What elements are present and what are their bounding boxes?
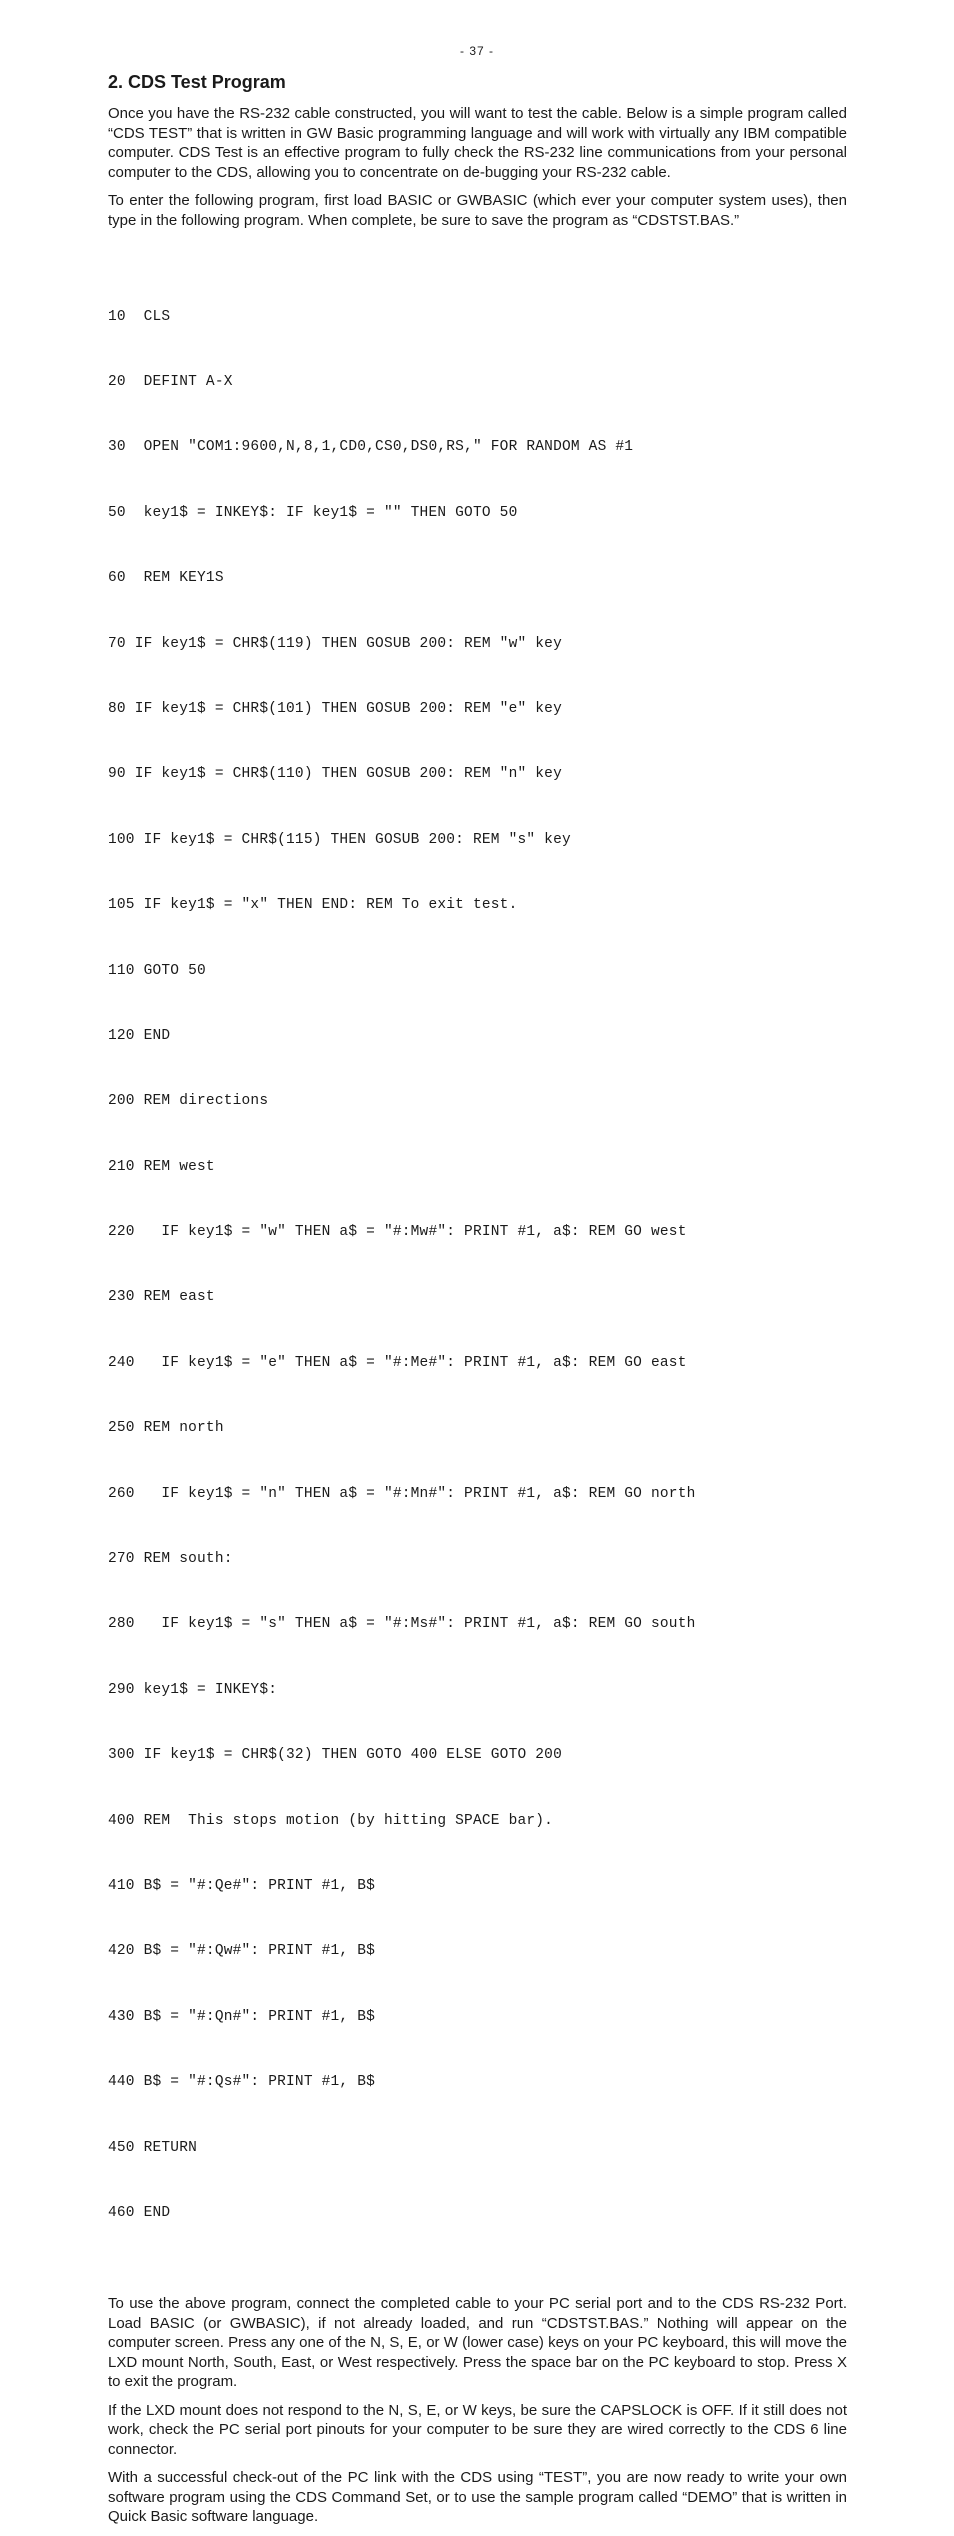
code-listing xyxy=(108,263,847,2268)
code-line: 120 END xyxy=(108,1027,171,1044)
code-line: 100 IF key1$ = CHR$(115) THEN GOSUB 200: REM "s" key xyxy=(108,831,571,848)
outro-paragraph: If the LXD mount does not respond to the N, S, E, or W keys, be sure the CAPSLOCK is OFF. If it still does not work, check the PC serial port pinouts for your computer to be sure they are wired correctly to the CDS 6 line connector. xyxy=(108,2401,847,2458)
intro-paragraph: To enter the following program, first load BASIC or GWBASIC (which ever your computer system uses), then type in the following program. When complete, be sure to save the program as “CDSTST.BAS.” xyxy=(108,192,847,229)
code-line: 60 REM KEY1S xyxy=(108,570,224,587)
code-line: 440 B$ = "#:Qs#": PRINT #1, B$ xyxy=(108,2074,376,2091)
code-line: 290 key1$ = INKEY$: xyxy=(108,1681,278,1698)
outro-paragraph: To use the above program, connect the completed cable to your PC serial port and to the CDS RS-232 Port. Load BASIC (or GWBASIC), if not already loaded, and run “CDSTST.BAS.” Nothing will appear on the computer screen. Press any one of the N, S, E, or W (lower case) keys on your PC keyboard, this will move the LXD mount North, South, East, or West respectively. Press the space bar on the PC keyboard to stop. Press X to exit the program. xyxy=(108,2295,847,2391)
code-line: 230 REM east xyxy=(108,1289,215,1306)
code-line: 260 IF key1$ = "n" THEN a$ = "#:Mn#": PRINT #1, a$: REM GO north xyxy=(108,1485,696,1502)
code-line: 70 IF key1$ = CHR$(119) THEN GOSUB 200: REM "w" key xyxy=(108,635,562,652)
code-line: 450 RETURN xyxy=(108,2139,198,2156)
code-line: 30 OPEN "COM1:9600,N,8,1,CD0,CS0,DS0,RS," FOR RANDOM AS #1 xyxy=(108,439,634,456)
code-line: 430 B$ = "#:Qn#": PRINT #1, B$ xyxy=(108,2008,376,2025)
code-line: 240 IF key1$ = "e" THEN a$ = "#:Me#": PRINT #1, a$: REM GO east xyxy=(108,1354,687,1371)
code-line: 105 IF key1$ = "x" THEN END: REM To exit test. xyxy=(108,897,518,914)
code-line: 400 REM This stops motion (by hitting SPACE bar). xyxy=(108,1812,554,1829)
code-line: 220 IF key1$ = "w" THEN a$ = "#:Mw#": PRINT #1, a$: REM GO west xyxy=(108,1224,687,1241)
outro-paragraph: With a successful check-out of the PC link with the CDS using “TEST”, you are now ready to write your own software program using the CDS Command Set, or to use the sample program called “DEMO” that is written in Quick Basic software language. xyxy=(108,2469,847,2526)
intro-paragraph: Once you have the RS-232 cable constructed, you will want to test the cable. Below is a simple program called “CDS TEST” that is written in GW Basic programming language and will work with virtually any IBM compatible computer. CDS Test is an effective program to fully check the RS-232 line communications from your personal computer to the CDS, allowing you to concentrate on de-bugging your RS-232 cable. xyxy=(108,105,847,181)
code-line: 270 REM south: xyxy=(108,1551,233,1568)
page-number: - 37 - xyxy=(459,44,494,58)
code-line: 110 GOTO 50 xyxy=(108,962,206,979)
code-line: 250 REM north xyxy=(108,1420,224,1437)
code-line: 210 REM west xyxy=(108,1158,215,1175)
code-line: 300 IF key1$ = CHR$(32) THEN GOTO 400 ELSE GOTO 200 xyxy=(108,1747,562,1764)
code-line: 420 B$ = "#:Qw#": PRINT #1, B$ xyxy=(108,1943,376,1960)
code-line: 410 B$ = "#:Qe#": PRINT #1, B$ xyxy=(108,1877,376,1894)
code-line: 10 CLS xyxy=(108,308,171,325)
section-heading: 2. CDS Test Program xyxy=(108,72,286,92)
code-line: 280 IF key1$ = "s" THEN a$ = "#:Ms#": PRINT #1, a$: REM GO south xyxy=(108,1616,696,1633)
document-body xyxy=(108,70,847,2536)
code-line: 50 key1$ = INKEY$: IF key1$ = "" THEN GOTO 50 xyxy=(108,504,518,521)
code-line: 200 REM directions xyxy=(108,1093,269,1110)
code-line: 90 IF key1$ = CHR$(110) THEN GOSUB 200: REM "n" key xyxy=(108,766,562,783)
code-line: 460 END xyxy=(108,2204,171,2221)
code-line: 80 IF key1$ = CHR$(101) THEN GOSUB 200: REM "e" key xyxy=(108,700,562,717)
code-line: 20 DEFINT A-X xyxy=(108,373,233,390)
